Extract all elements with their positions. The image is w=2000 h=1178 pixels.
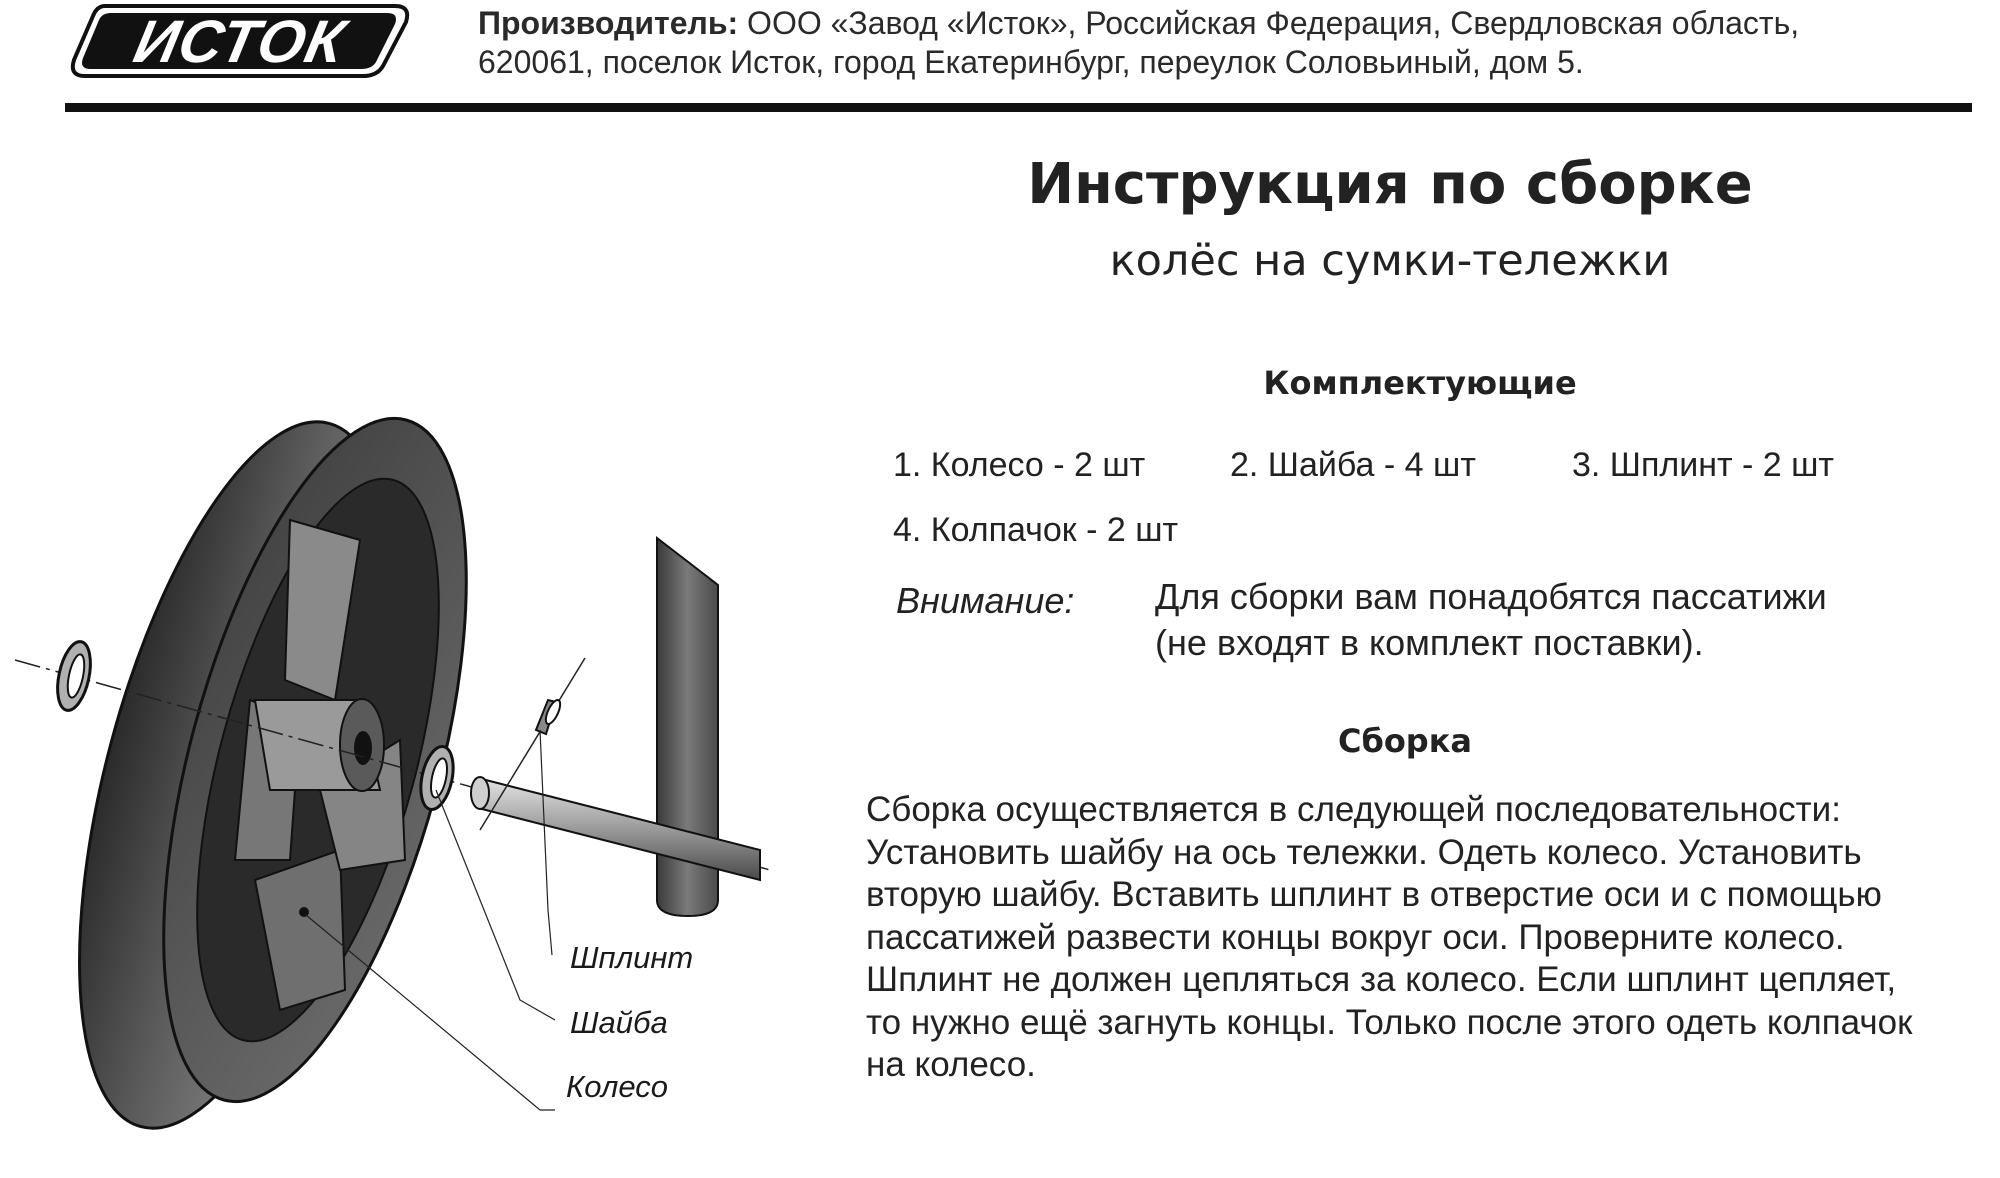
- label-wheel: Колесо: [566, 1069, 668, 1104]
- logo-text: ИСТОК: [128, 7, 352, 75]
- parts-heading: Комплектующие: [1263, 364, 1577, 402]
- header-divider: [65, 103, 1972, 112]
- assembly-line: на колесо.: [866, 1045, 1036, 1084]
- producer-label: Производитель:: [478, 5, 739, 41]
- page-title: Инструкция по сборке: [1027, 152, 1753, 217]
- assembly-instructions: [866, 789, 2000, 1087]
- part-item-wheel: 1. Колесо - 2 шт: [893, 446, 1146, 484]
- label-washer: Шайба: [570, 1005, 668, 1040]
- producer-address-1: ООО «Завод «Исток», Российская Федерация, Свердловская область,: [747, 5, 1800, 41]
- producer-info: [478, 4, 1978, 82]
- part-item-cotter-pin: 3. Шплинт - 2 шт: [1572, 446, 1834, 484]
- assembly-line: то нужно ещё загнуть концы. Только после этого одеть колпачок: [866, 1002, 1913, 1042]
- part-item-washer: 2. Шайба - 4 шт: [1230, 446, 1476, 484]
- producer-line-1: [478, 4, 1978, 43]
- leader-line-washer: [436, 790, 555, 1020]
- assembly-heading: Сборка: [1337, 722, 1473, 760]
- leader-line-cotter-pin: [540, 730, 552, 955]
- attention-label: Внимание:: [896, 580, 1075, 621]
- assembly-diagram: [0, 380, 820, 1140]
- page-subtitle: колёс на сумки-тележки: [1109, 236, 1671, 286]
- assembly-line: Шплинт не должен цепляться за колесо. Если шплинт цепляет,: [866, 960, 1897, 999]
- assembly-line: вторую шайбу. Вставить шплинт в отверстие оси и с помощью: [866, 875, 1882, 914]
- washer-left: [52, 639, 96, 714]
- attention-text: [1155, 574, 1955, 666]
- assembly-line: Установить шайбу на ось тележки. Одеть колесо. Установить: [866, 832, 1862, 872]
- label-cotter-pin: Шплинт: [570, 940, 694, 975]
- assembly-line: пассатижей развести концы вокруг оси. Проверните колесо.: [866, 917, 1845, 957]
- brand-logo: [65, 2, 415, 80]
- producer-address-2: 620061, поселок Исток, город Екатеринбург, переулок Соловьиный, дом 5.: [478, 44, 1584, 80]
- part-item-cap: 4. Колпачок - 2 шт: [893, 511, 1179, 549]
- attention-line-1: Для сборки вам понадобятся пассатижи: [1155, 576, 1827, 617]
- attention-line-2: (не входят в комплект поставки).: [1155, 622, 1704, 663]
- assembly-line: Сборка осуществляется в следующей последовательности:: [866, 790, 1841, 829]
